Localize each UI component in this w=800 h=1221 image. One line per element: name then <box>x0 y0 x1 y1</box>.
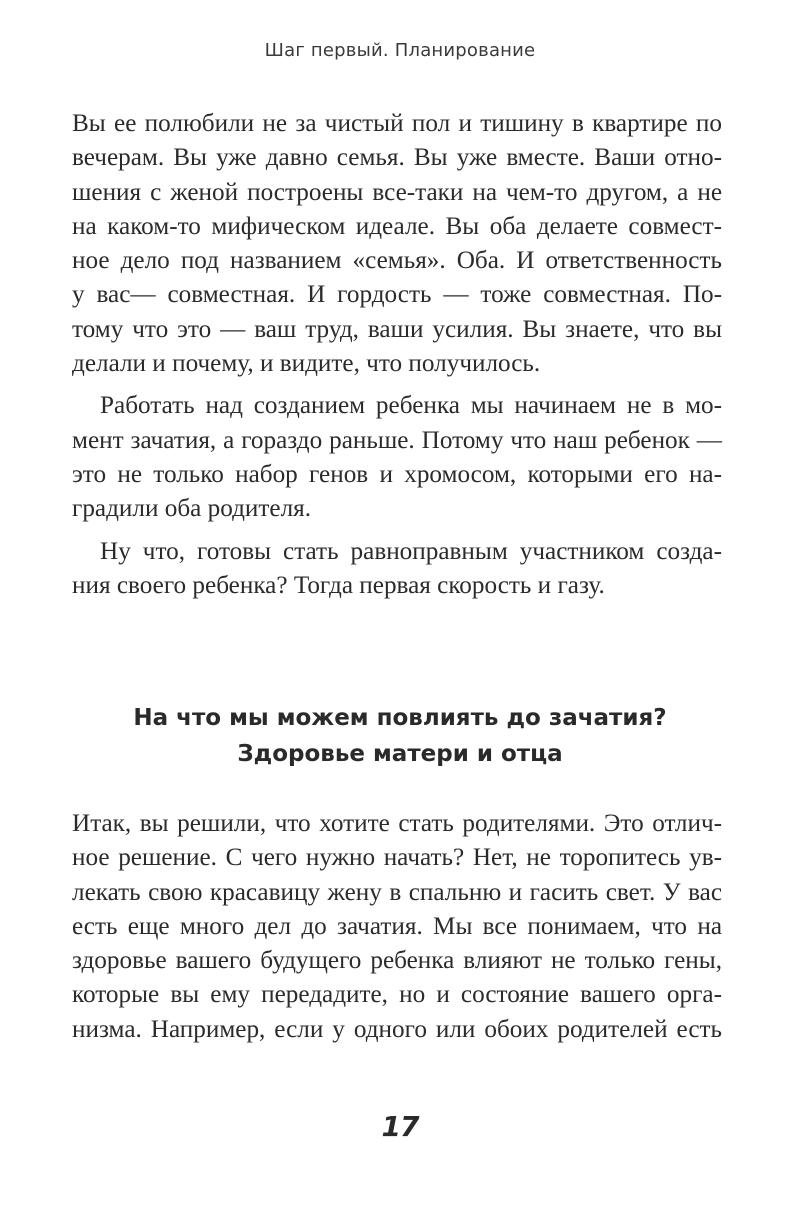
text-line: ное решение. С чего нужно начать? Нет, не торопитесь ув- <box>72 844 722 872</box>
text-line: шения с женой построены все-таки на чем-то другом, а не <box>72 178 722 206</box>
text-line: Вы ее полюбили не за чистый пол и тишину в квартире по <box>72 110 722 137</box>
body-text-bottom <box>72 807 722 1047</box>
page-number: 17 <box>381 1110 419 1143</box>
running-head: Шаг первый. Планирование <box>264 40 536 61</box>
text-line: на каком-то мифическом идеале. Вы оба делаете совмест- <box>72 212 722 240</box>
text-line: это не только набор генов и хромосом, которыми его на- <box>72 460 722 488</box>
text-line: Итак, вы решили, что хотите стать родителями. Это отлич- <box>72 810 722 837</box>
text-line: которые вы ему передадите, но и состояние вашего орга- <box>72 981 722 1009</box>
text-line: делали и почему, и видите, что получилось. <box>72 350 541 378</box>
paragraph-gap <box>72 527 722 535</box>
section-heading <box>0 700 800 772</box>
text-line: Работать над созданием ребенка мы начинаем не в мо- <box>100 392 722 420</box>
text-line: тому что это — ваш труд, ваши усилия. Вы знаете, что вы <box>72 315 722 343</box>
body-text-top <box>72 107 722 603</box>
text-line: есть еще много дел до зачатия. Мы все понимаем, что на <box>72 912 722 940</box>
text-line: градили оба родителя. <box>72 495 312 523</box>
text-line: Ну что, готовы стать равноправным участником созда- <box>100 537 722 565</box>
text-line: мент зачатия, а гораздо раньше. Потому что наш ребенок — <box>72 426 722 454</box>
text-line: здоровье вашего будущего ребенка влияют не только гены, <box>72 947 722 975</box>
section-heading-line-2: Здоровье матери и отца <box>237 741 563 767</box>
text-line: низма. Например, если у одного или обоих родителей есть <box>72 1015 722 1043</box>
section-heading-line-1: На что мы можем повлиять до зачатия? <box>133 705 667 731</box>
paragraph-gap <box>72 381 722 389</box>
text-line: у вас— совместная. И гордость — тоже совместная. По- <box>72 281 722 309</box>
text-line: вечерам. Вы уже давно семья. Вы уже вместе. Ваши отно- <box>72 144 722 172</box>
text-line: ное дело под названием «семья». Оба. И ответственность <box>72 247 722 275</box>
text-line: лекать свою красавицу жену в спальню и гасить свет. У вас <box>72 878 722 906</box>
text-line: ния своего ребенка? Тогда первая скорость и газу. <box>72 571 605 599</box>
